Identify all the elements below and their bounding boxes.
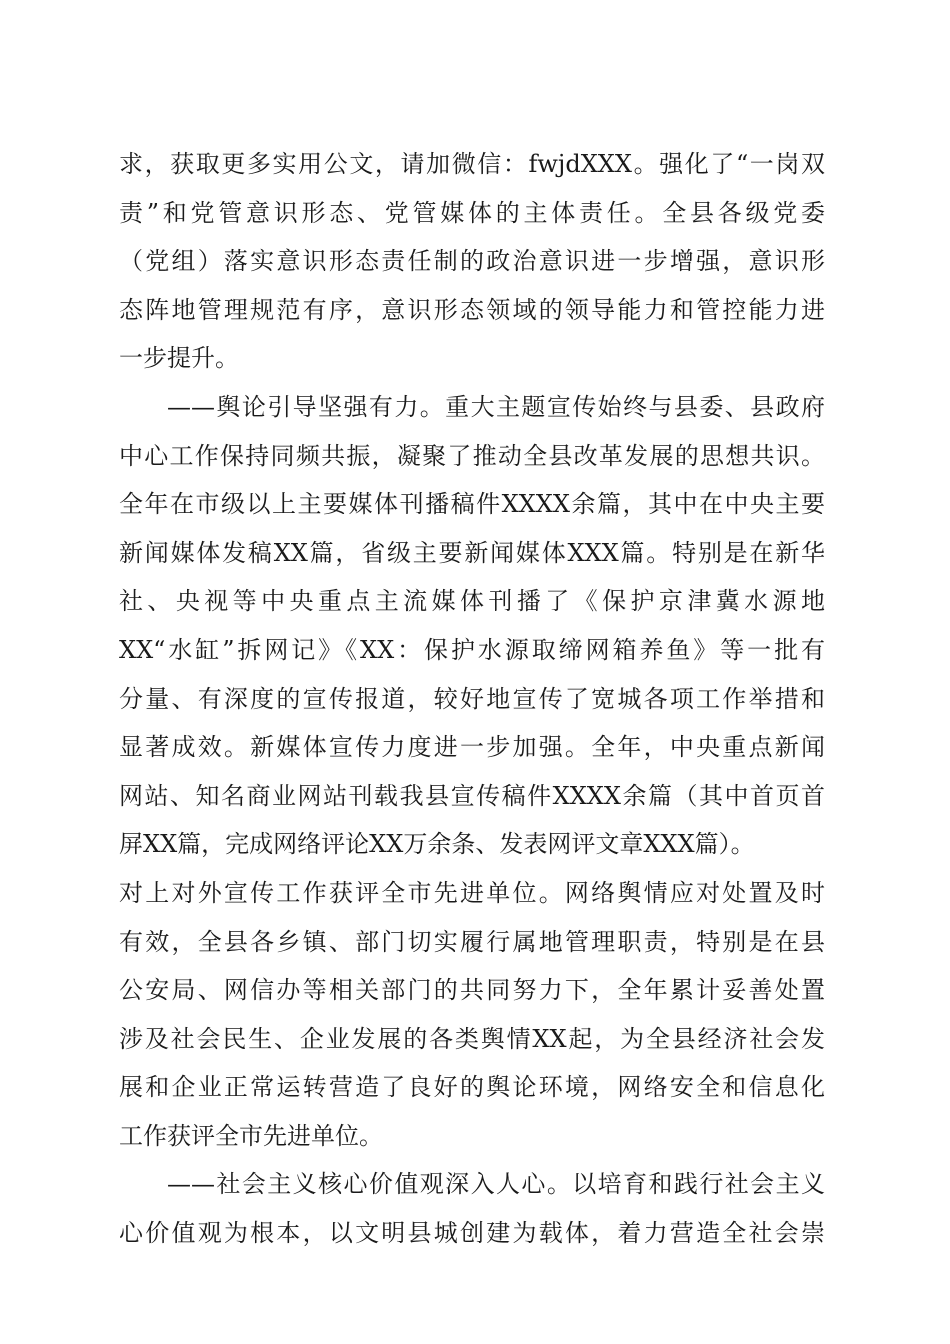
text-line: 屏XX篇，完成网络评论XX万余条、发表网评文章XXX篇）。	[119, 830, 755, 859]
text-line: ——舆论引导坚强有力。重大主题宣传始终与县委、县政府	[167, 392, 825, 421]
text-line: 工作获评全市先进单位。	[119, 1121, 383, 1150]
text-line: （党组）落实意识形态责任制的政治意识进一步增强，意识形	[119, 247, 825, 276]
text-line: 新闻媒体发稿XX篇，省级主要新闻媒体XXX篇。特别是在新华	[119, 538, 825, 567]
text-line: 全年在市级以上主要媒体刊播稿件XXXX余篇，其中在中央主要	[119, 490, 825, 519]
text-line: 一步提升。	[119, 344, 239, 373]
text-line: ——社会主义核心价值观深入人心。以培育和践行社会主义	[167, 1170, 825, 1199]
body-text	[119, 140, 825, 1258]
text-line: 态阵地管理规范有序，意识形态领域的领导能力和管控能力进	[119, 295, 825, 324]
text-line: 责”和党管意识形态、党管媒体的主体责任。全县各级党委	[119, 198, 825, 227]
text-line: 分量、有深度的宣传报道，较好地宣传了宽城各项工作举措和	[119, 684, 825, 713]
text-line: 涉及社会民生、企业发展的各类舆情XX起，为全县经济社会发	[119, 1024, 825, 1053]
text-line: XX“水缸”拆网记》《XX：保护水源取缔网箱养鱼》等一批有	[119, 635, 825, 664]
text-line: 求，获取更多实用公文，请加微信：fwjdXXX。强化了“一岗双	[119, 150, 825, 178]
text-line: 显著成效。新媒体宣传力度进一步加强。全年，中央重点新闻	[119, 733, 825, 762]
text-line: 公安局、网信办等相关部门的共同努力下，全年累计妥善处置	[119, 976, 825, 1005]
text-line: 网站、知名商业网站刊载我县宣传稿件XXXX余篇（其中首页首	[119, 781, 825, 810]
text-line: 对上对外宣传工作获评全市先进单位。网络舆情应对处置及时	[119, 878, 825, 907]
text-line: 有效，全县各乡镇、部门切实履行属地管理职责，特别是在县	[119, 927, 825, 956]
text-line: 心价值观为根本，以文明县城创建为载体，着力营造全社会崇	[119, 1219, 825, 1248]
text-line: 中心工作保持同频共振，凝聚了推动全县改革发展的思想共识。	[119, 441, 825, 470]
text-line: 社、央视等中央重点主流媒体刊播了《保护京津冀水源地	[119, 587, 825, 616]
text-line: 展和企业正常运转营造了良好的舆论环境，网络安全和信息化	[119, 1073, 825, 1102]
